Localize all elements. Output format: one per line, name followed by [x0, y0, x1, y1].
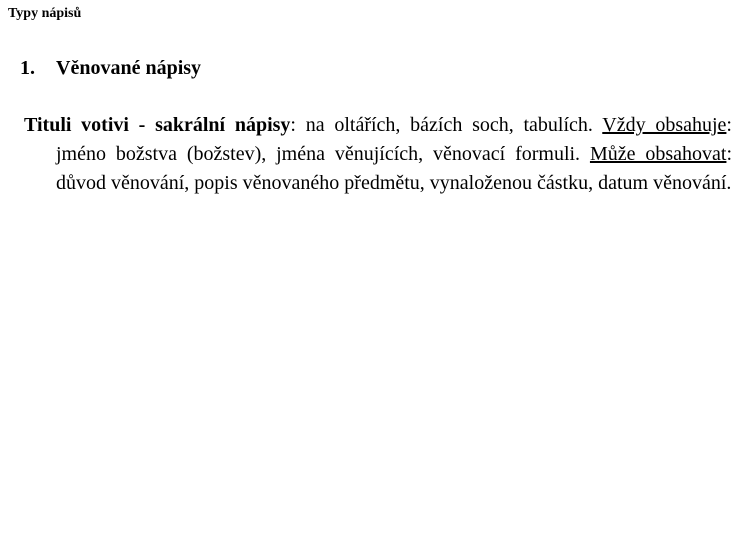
may-contain-label: Může obsahovat [589, 143, 727, 165]
list-item-votive-inscriptions [20, 57, 201, 80]
paragraph-lead: Tituli votivi - sakrální nápisy [24, 114, 291, 136]
paragraph-text-1: : na oltářích, bázích soch, tabulích. [290, 114, 603, 136]
paragraph-text-2: : jméno božstva (božstev), jména věnujících, věnovací formuli. [56, 114, 732, 165]
description-paragraph [24, 111, 732, 198]
slide-title: Typy nápisů [8, 6, 82, 21]
list-number: 1. [20, 57, 35, 79]
paragraph-text-3: : důvod věnování, popis věnovaného předmětu, vynaloženou částku, datum věnování. [56, 143, 732, 194]
always-contains-label: Vždy obsahuje [602, 114, 727, 136]
list-label: Věnované nápisy [56, 57, 202, 79]
